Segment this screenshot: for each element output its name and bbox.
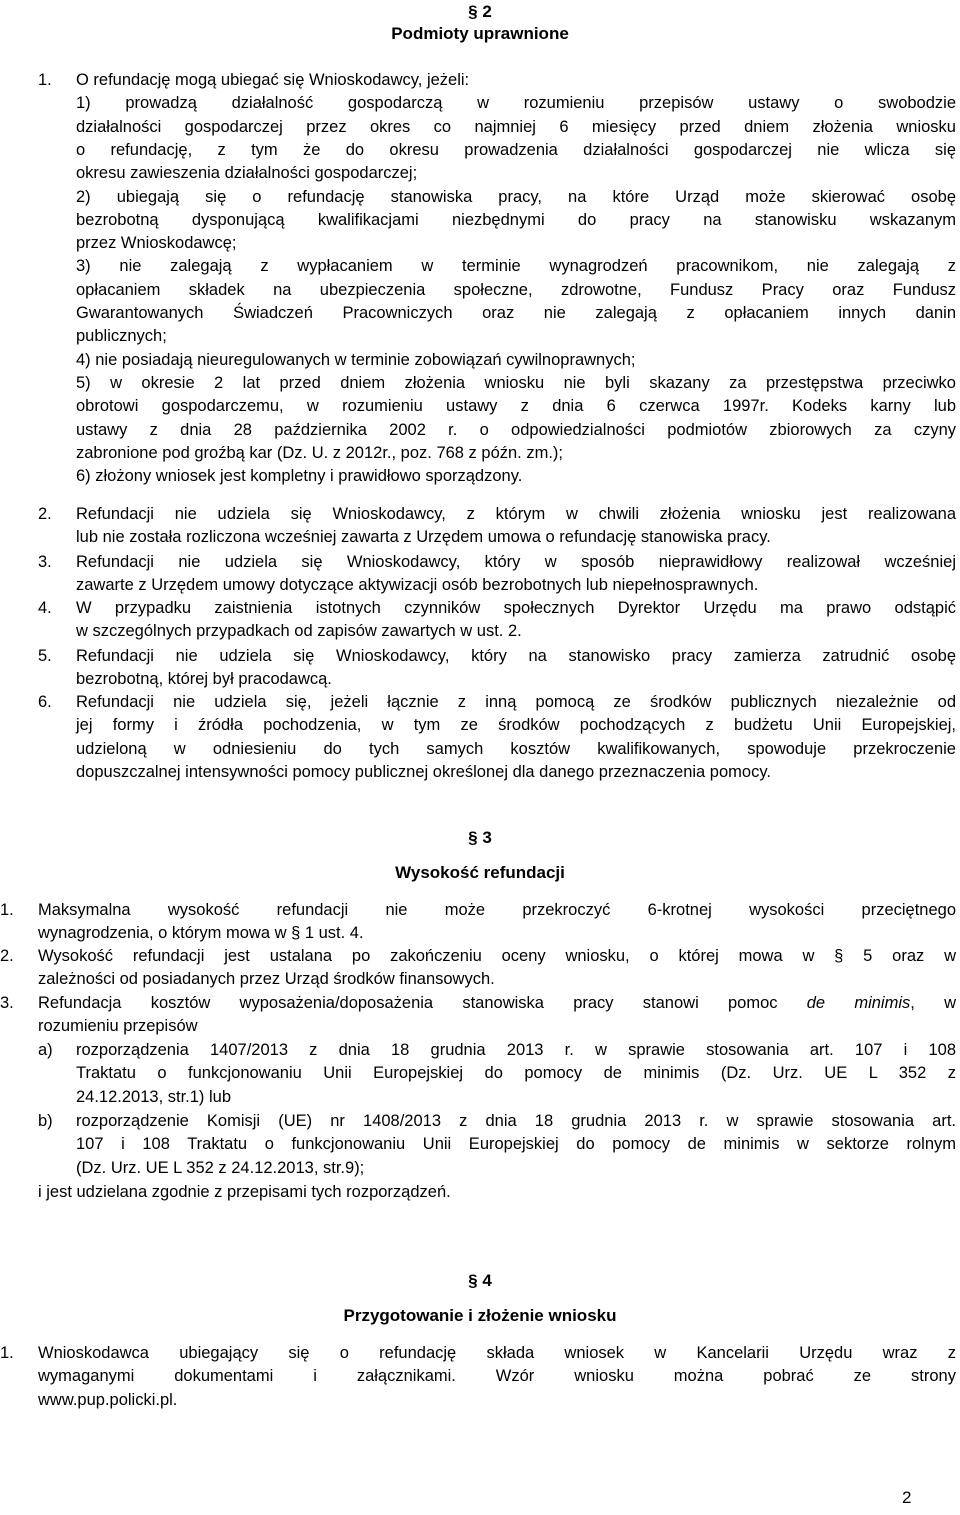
page-number: 2 [902,1488,912,1507]
closing-line: i jest udzielana zgodnie z przepisami tych rozporządzeń. [38,1183,451,1201]
item-number: 1. [0,901,14,919]
paragraph-line: wymaganymi dokumentami i załącznikami. Wzór wniosku można pobrać ze strony [38,1367,956,1386]
paragraph-line: okresu zawieszenia działalności gospodarczej; [76,164,418,183]
paragraph-line: o refundację, z tym że do okresu prowadzenia działalności gospodarczej nie wlicza się [76,140,956,159]
paragraph-line: W przypadku zaistnienia istotnych czynników społecznych Dyrektor Urzędu ma prawo odstąpić [76,599,956,617]
paragraph-line: Wysokość refundacji jest ustalana po zakończeniu oceny wniosku, o której mowa w § 5 oraz w [38,947,956,965]
paragraph-line: rozporządzenie Komisji (UE) nr 1408/2013 z dnia 18 grudnia 2013 r. w sprawie stosowania art. [76,1112,956,1130]
paragraph-line: lub nie została rozliczona wcześniej zawarta z Urzędem umowa o refundację stanowiska pracy. [76,528,771,547]
paragraph-line: bezrobotną dysponującą kwalifikacjami niezbędnymi do pracy na stanowisku wskazanym [76,210,956,229]
paragraph-line: jej formy i źródła pochodzenia, w tym ze środków pochodzących z budżetu Unii Europejskiej, [76,716,956,735]
sub-item-letter: a) [38,1041,53,1059]
section-3-title: Wysokość refundacji [395,863,565,882]
paragraph-line: Maksymalna wysokość refundacji nie może przekroczyć 6-krotnej wysokości przeciętnego [38,901,956,919]
paragraph-line: 5) w okresie 2 lat przed dniem złożenia wniosku nie byli skazany za przestępstwa przeciwko [76,373,956,392]
paragraph-line: zawarte z Urzędem umowy dotyczące aktywizacji osób bezrobotnych lub niepełnosprawnych. [76,576,759,595]
sub-item-letter: b) [38,1112,53,1130]
paragraph-line: 107 i 108 Traktatu o funkcjonowaniu Unii Europejskiej do pomocy de minimis w sektorze rolnym [76,1135,956,1154]
paragraph-line: udzieloną w odniesieniu do tych samych kosztów kwalifikowanych, spowoduje przekroczenie [76,739,956,758]
item-number: 3. [0,994,14,1012]
paragraph-line: Refundacja kosztów wyposażenia/doposażenia stanowiska pracy stanowi pomoc de minimis, w [38,994,956,1012]
paragraph-line: bezrobotną, której był pracodawcą. [76,670,332,689]
paragraph-line: Wnioskodawca ubiegający się o refundację składa wniosek w Kancelarii Urzędu wraz z [38,1344,956,1362]
paragraph-line: w szczególnych przypadkach od zapisów zawartych w ust. 2. [76,622,522,641]
paragraph-line: O refundację mogą ubiegać się Wnioskodawcy, jeżeli: [76,71,470,89]
paragraph-line: opłacaniem składek na ubezpieczenia społeczne, zdrowotne, Fundusz Pracy oraz Fundusz [76,280,956,299]
paragraph-line: Refundacji nie udziela się Wnioskodawcy, z którym w chwili złożenia wniosku jest realizowana [76,505,956,523]
paragraph-line: 6) złożony wniosek jest kompletny i prawidłowo sporządzony. [76,467,523,486]
paragraph-line: ustawy z dnia 28 października 2002 r. o odpowiedzialności podmiotów zbiorowych za czyny [76,420,956,439]
item-number: 1. [38,71,52,89]
paragraph-line: wynagrodzenia, o którym mowa w § 1 ust. 4. [38,924,364,943]
paragraph-line: Refundacji nie udziela się, jeżeli łącznie z inną pomocą ze środków publicznych niezależnie od [76,693,956,711]
paragraph-line: Traktatu o funkcjonowaniu Unii Europejskiej do pomocy de minimis (Dz. Urz. UE L 352 z [76,1064,956,1083]
paragraph-line: przez Wnioskodawcę; [76,234,237,253]
paragraph-line: działalności gospodarczej przez okres co najmniej 6 miesięcy przed dniem złożenia wniosku [76,117,956,136]
paragraph-line: 4) nie posiadają nieuregulowanych w terminie zobowiązań cywilnoprawnych; [76,350,636,369]
paragraph-line: www.pup.policki.pl. [38,1390,178,1409]
paragraph-line: zabronione pod groźbą kar (Dz. U. z 2012r., poz. 768 z późn. zm.); [76,443,563,462]
paragraph-line: rozumieniu przepisów [38,1017,198,1036]
paragraph-line: 24.12.2013, str.1) lub [76,1087,232,1106]
paragraph-line: rozporządzenia 1407/2013 z dnia 18 grudnia 2013 r. w sprawie stosowania art. 107 i 108 [76,1041,956,1059]
section-2-sign: § 2 [468,2,492,21]
paragraph-line: dopuszczalnej intensywności pomocy publicznej określonej dla danego przeznaczenia pomocy. [76,762,771,781]
paragraph-line: 2) ubiegają się o refundację stanowiska pracy, na które Urząd może skierować osobę [76,187,956,206]
section-4-title: Przygotowanie i złożenie wniosku [343,1306,617,1325]
paragraph-line: Refundacji nie udziela się Wnioskodawcy, który w sposób nieprawidłowy realizował wcześniej [76,553,956,571]
paragraph-line: 1) prowadzą działalność gospodarczą w rozumieniu przepisów ustawy o swobodzie [76,94,956,113]
paragraph-line: Refundacji nie udziela się Wnioskodawcy, który na stanowisko pracy zamierza zatrudnić osobę [76,647,956,665]
item-number: 1. [0,1344,14,1362]
section-3-sign: § 3 [468,828,492,847]
section-2-title: Podmioty uprawnione [391,24,569,43]
paragraph-line: Gwarantowanych Świadczeń Pracowniczych oraz nie zalegają z opłacaniem innych danin [76,304,956,322]
item-number: 2. [0,947,14,965]
section-4-sign: § 4 [468,1271,492,1290]
item-number: 4. [38,599,52,617]
paragraph-line: zależności od posiadanych przez Urząd środków finansowych. [38,970,495,989]
item-number: 2. [38,505,52,523]
item-number: 5. [38,647,52,665]
item-number: 6. [38,693,52,711]
paragraph-line: 3) nie zalegają z wypłacaniem w terminie wynagrodzeń pracownikom, nie zalegają z [76,257,956,276]
paragraph-line: publicznych; [76,327,167,346]
paragraph-line: (Dz. Urz. UE L 352 z 24.12.2013, str.9); [76,1158,365,1177]
paragraph-line: obrotowi gospodarczemu, w rozumieniu ustawy z dnia 6 czerwca 1997r. Kodeks karny lub [76,397,956,416]
item-number: 3. [38,553,52,571]
